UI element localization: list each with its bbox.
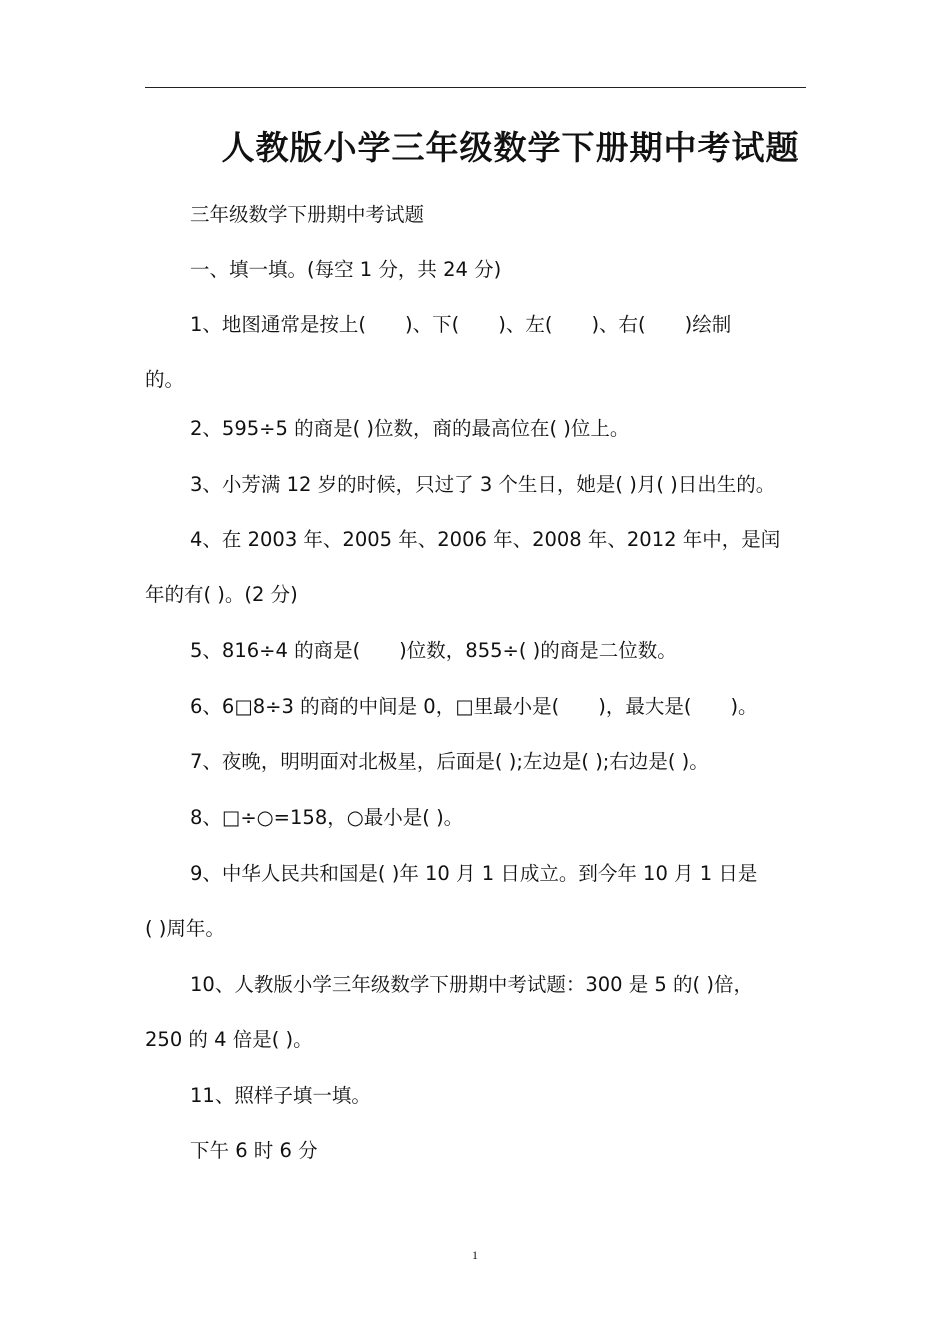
- question-3: 3、小芳满 12 岁的时候，只过了 3 个生日，她是( )月( )日出生的。: [190, 473, 776, 496]
- question-9-continued: ( )周年。: [145, 917, 225, 940]
- question-10-continued: 250 的 4 倍是( )。: [145, 1028, 313, 1051]
- page-number: 1: [472, 1248, 478, 1262]
- question-10: 10、人教版小学三年级数学下册期中考试题：300 是 5 的( )倍，: [190, 973, 753, 996]
- question-7: 7、夜晚，明明面对北极星，后面是( );左边是( );右边是( )。: [190, 750, 709, 773]
- question-1-continued: 的。: [145, 368, 185, 391]
- question-1: 1、地图通常是按上( )、下( )、左( )、右( )绘制: [190, 313, 732, 336]
- example-line: 下午 6 时 6 分: [190, 1139, 318, 1162]
- question-11: 11、照样子填一填。: [190, 1084, 371, 1107]
- question-9: 9、中华人民共和国是( )年 10 月 1 日成立。到今年 10 月 1 日是: [190, 862, 758, 885]
- header-rule: [145, 87, 806, 88]
- question-8: 8、□÷○=158，○最小是( )。: [190, 806, 464, 829]
- question-6: 6、6□8÷3 的商的中间是 0，□里最小是( )，最大是( )。: [190, 695, 758, 718]
- subtitle-line: 三年级数学下册期中考试题: [190, 203, 425, 226]
- question-2: 2、595÷5 的商是( )位数，商的最高位在( )位上。: [190, 417, 630, 440]
- section-heading: 一、填一填。(每空 1 分，共 24 分): [190, 258, 502, 281]
- question-5: 5、816÷4 的商是( )位数，855÷( )的商是二位数。: [190, 639, 677, 662]
- document-title: 人教版小学三年级数学下册期中考试题: [221, 128, 800, 167]
- question-4: 4、在 2003 年、2005 年、2006 年、2008 年、2012 年中，是闰: [190, 528, 781, 551]
- question-4-continued: 年的有( )。(2 分): [145, 583, 298, 606]
